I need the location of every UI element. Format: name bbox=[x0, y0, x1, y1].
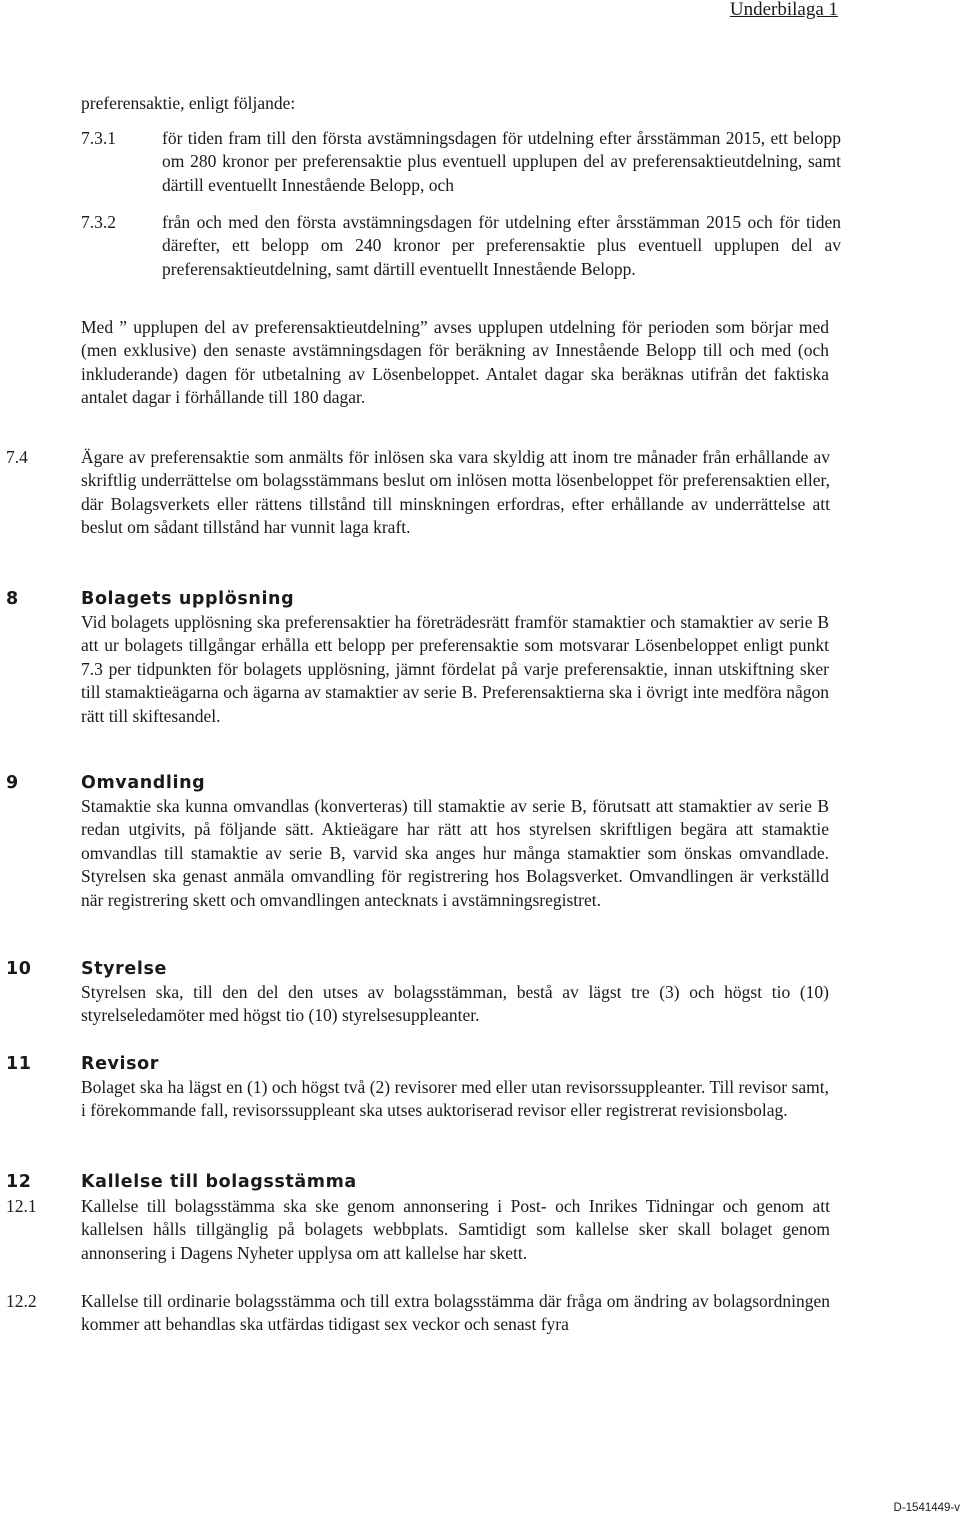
section-heading-12 bbox=[6, 1171, 826, 1194]
section-heading-9 bbox=[6, 772, 826, 795]
clause-number: 7.3.1 bbox=[81, 128, 116, 148]
section-heading-8 bbox=[6, 588, 826, 611]
clause-text: Kallelse till ordinarie bolagsstämma och till extra bolagsstämma där fråga om ändring av bolagsordningen kommer att behandlas ska utfärdas tidigast sex veckor och senast fyra bbox=[81, 1291, 830, 1335]
clause-12-1 bbox=[6, 1195, 830, 1265]
clause-number: 12.1 bbox=[6, 1196, 37, 1216]
clause-number: 7.4 bbox=[6, 447, 28, 467]
section-text-11: Bolaget ska ha lägst en (1) och högst två (2) revisorer med eller utan revisorssuppleanter. Till revisor samt, i förekommande fall, revisorssuppleant ska utses auktoriserad revisor eller registrerat revisionsbolag. bbox=[81, 1077, 829, 1121]
intro-line: preferensaktie, enligt följande: bbox=[81, 93, 296, 113]
clause-text: Kallelse till bolagsstämma ska ske genom annonsering i Post- och Inrikes Tidningar och genom att kallelsen hålls tillgänglig på bolagets webbplats. Samtidigt som kallelse sker skall bolaget genom annonsering i Dagens Nyheter upplysa om att kallelse har skett. bbox=[81, 1196, 830, 1263]
section-number: 10 bbox=[6, 959, 32, 979]
section-number: 9 bbox=[6, 773, 19, 793]
section-title: Revisor bbox=[81, 1054, 160, 1074]
section-number: 8 bbox=[6, 589, 19, 609]
section-heading-10 bbox=[6, 958, 826, 981]
section-title: Bolagets upplösning bbox=[81, 589, 295, 609]
section-text-8: Vid bolagets upplösning ska preferensaktier ha företrädesrätt framför stamaktier och stamaktier av serie B att ur bolagets tillgångar erhålla ett belopp per preferensaktie som motsvarar Lösenbeloppet enligt punkt 7.3 per tidpunkten för bolagets upplösning, jämnt fördelat på varje preferensaktie, innan utskiftning sker till stamaktieägarna och ägarna av stamaktier av serie B. Preferensaktierna ska i övrigt inte medföra någon rätt till skiftesandel. bbox=[81, 612, 829, 726]
section-title: Styrelse bbox=[81, 959, 167, 979]
section-heading-11 bbox=[6, 1053, 826, 1076]
clause-number: 7.3.2 bbox=[81, 212, 116, 232]
document-id: D-1541449-v bbox=[893, 1502, 960, 1514]
section-number: 12 bbox=[6, 1172, 32, 1192]
section-text-10: Styrelsen ska, till den del den utses av bolagsstämman, bestå av lägst tre (3) och högst tio (10) styrelseledamöter med högst tio (10) styrelsesuppleanter. bbox=[81, 982, 829, 1026]
section-title: Omvandling bbox=[81, 773, 206, 793]
definition-paragraph: Med ” upplupen del av preferensaktieutdelning” avses upplupen utdelning för perioden som börjar med (men exklusive) den senaste avstämningsdagen för beräkning av Innestående Belopp till och med (och inkluderande) dagen för utbetalning av Lösenbeloppet. Antalet dagar ska beräknas utifrån det faktiska antalet dagar i förhållande till 180 dagar. bbox=[81, 317, 829, 408]
clause-text: från och med den första avstämningsdagen för utdelning efter årsstämman 2015 och för tiden därefter, ett belopp om 240 kronor per preferensaktie plus eventuell upplupen del av preferensaktieutdelning, samt därtill eventuellt Innestående Belopp. bbox=[162, 212, 841, 279]
clause-text: för tiden fram till den första avstämningsdagen för utdelning efter årsstämman 2015, ett belopp om 280 kronor per preferensaktie plus eventuell upplupen del av preferensaktieutdelning, samt därtill eventuellt Innestående Belopp, och bbox=[162, 128, 841, 195]
section-number: 11 bbox=[6, 1054, 32, 1074]
section-text-9: Stamaktie ska kunna omvandlas (konverteras) till stamaktie av serie B, förutsatt att stamaktier av serie B redan utgivits, på följande sätt. Aktieägare har rätt att hos styrelsen skriftligen begära att stamaktie omvandlas till stamaktie av serie B, varvid ska anges hur många stamaktier som önskas omvandlade. Styrelsen ska genast anmäla omvandling för registrering hos Bolagsverket. Omvandlingen är verkställd när registrering skett och omvandlingen antecknats i avstämningsregistret. bbox=[81, 796, 829, 910]
clause-7-4 bbox=[6, 446, 830, 540]
section-title: Kallelse till bolagsstämma bbox=[81, 1172, 357, 1192]
clause-text: Ägare av preferensaktie som anmälts för inlösen ska vara skyldig att inom tre månader från erhållande av skriftlig underrättelse om bolagsstämmans beslut om inlösen motta lösenbeloppet för preferensaktien eller, där Bolagsverkets eller rättens tillstånd till minskningen erfordras, efter erhållande av underrättelse att beslut om sådant tillstånd har vunnit laga kraft. bbox=[81, 447, 830, 538]
clause-7-3-1 bbox=[81, 127, 841, 197]
clause-number: 12.2 bbox=[6, 1291, 37, 1311]
appendix-label: Underbilaga 1 bbox=[729, 0, 838, 20]
clause-12-2 bbox=[6, 1290, 830, 1337]
clause-7-3-2 bbox=[81, 211, 841, 281]
